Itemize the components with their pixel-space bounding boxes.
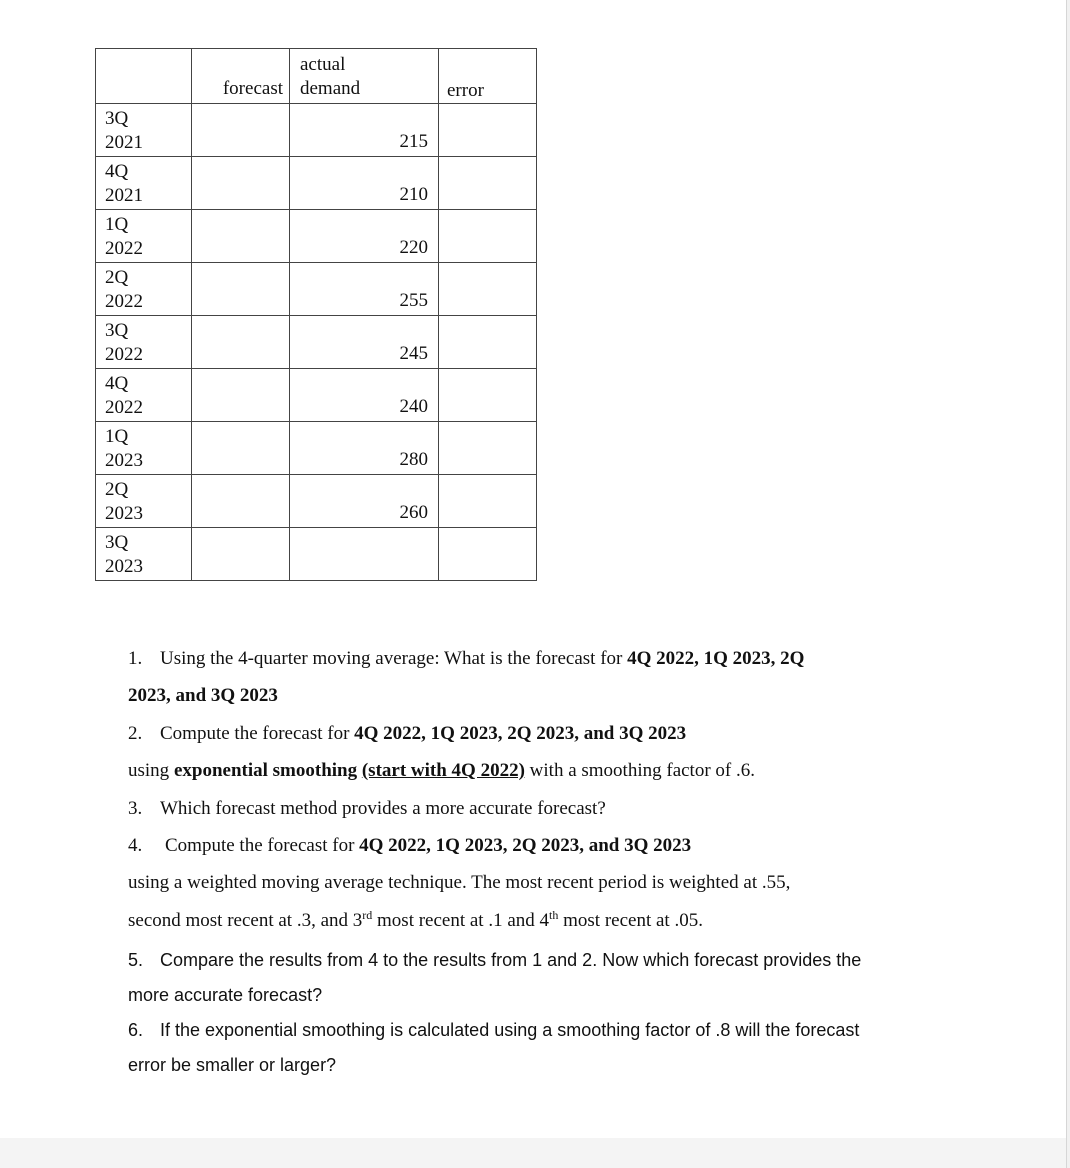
period-quarter: 2Q (105, 479, 129, 500)
actual-demand-cell (290, 528, 439, 581)
period-quarter: 1Q (105, 214, 129, 235)
period-cell (96, 316, 192, 369)
period-cell (96, 475, 192, 528)
table-row (96, 422, 537, 475)
actual-demand-cell: 260 (290, 475, 439, 528)
period-cell (96, 263, 192, 316)
forecast-cell (192, 475, 290, 528)
forecast-cell (192, 263, 290, 316)
question-4-line-3: second most recent at .3, and 3rd most recent at .1 and 4th most recent at .05. (128, 908, 703, 931)
table-row (96, 369, 537, 422)
forecast-cell (192, 422, 290, 475)
period-year: 2023 (105, 556, 143, 577)
header-actual-line2: demand (300, 78, 361, 99)
question-5-line-1: 5. Compare the results from 4 to the results from 1 and 2. Now which forecast provides the (128, 950, 862, 970)
error-cell (439, 528, 537, 581)
actual-demand-cell: 215 (290, 104, 439, 157)
question-6-line-2: error be smaller or larger? (128, 1055, 337, 1075)
question-4-line-2: using a weighted moving average technique. The most recent period is weighted at .55, (128, 872, 791, 893)
error-cell (439, 422, 537, 475)
forecast-cell (192, 157, 290, 210)
period-year: 2023 (105, 503, 143, 524)
period-year: 2023 (105, 450, 143, 471)
period-cell (96, 157, 192, 210)
question-1-line-1: 1. Using the 4-quarter moving average: What is the forecast for 4Q 2022, 1Q 2023, 2Q (128, 648, 805, 669)
period-quarter: 3Q (105, 108, 129, 129)
header-error: error (439, 49, 537, 104)
table-row (96, 475, 537, 528)
header-actual-demand (290, 49, 439, 104)
table-header-row (96, 49, 537, 104)
period-quarter: 2Q (105, 267, 129, 288)
error-cell (439, 316, 537, 369)
period-year: 2021 (105, 185, 143, 206)
period-cell (96, 104, 192, 157)
page-bottom-margin (0, 1138, 1066, 1168)
period-cell (96, 210, 192, 263)
period-quarter: 3Q (105, 532, 129, 553)
table-row (96, 528, 537, 581)
question-1-line-2: 2023, and 3Q 2023 (128, 685, 278, 706)
demand-table (95, 48, 537, 581)
page-edge (1066, 0, 1070, 1168)
table-row (96, 263, 537, 316)
period-quarter: 3Q (105, 320, 129, 341)
header-period (96, 49, 192, 104)
period-quarter: 4Q (105, 373, 129, 394)
header-actual-line1: actual (300, 54, 346, 75)
period-cell (96, 369, 192, 422)
actual-demand-cell: 245 (290, 316, 439, 369)
question-4-line-1: 4. Compute the forecast for 4Q 2022, 1Q 2023, 2Q 2023, and 3Q 2023 (128, 835, 692, 856)
error-cell (439, 475, 537, 528)
question-2-line-1: 2. Compute the forecast for 4Q 2022, 1Q 2023, 2Q 2023, and 3Q 2023 (128, 723, 687, 744)
question-3: 3. Which forecast method provides a more accurate forecast? (128, 798, 606, 819)
question-2-line-2: using exponential smoothing (start with 4Q 2022) with a smoothing factor of .6. (128, 760, 755, 781)
period-year: 2022 (105, 238, 143, 259)
forecast-cell (192, 210, 290, 263)
error-cell (439, 157, 537, 210)
error-cell (439, 263, 537, 316)
forecast-cell (192, 369, 290, 422)
table-row (96, 210, 537, 263)
table-row (96, 157, 537, 210)
actual-demand-cell: 255 (290, 263, 439, 316)
table-row (96, 104, 537, 157)
error-cell (439, 104, 537, 157)
forecast-cell (192, 104, 290, 157)
table-row (96, 316, 537, 369)
period-year: 2022 (105, 397, 143, 418)
period-year: 2021 (105, 132, 143, 153)
period-cell (96, 422, 192, 475)
period-quarter: 4Q (105, 161, 129, 182)
period-cell (96, 528, 192, 581)
forecast-cell (192, 316, 290, 369)
error-cell (439, 210, 537, 263)
actual-demand-cell: 280 (290, 422, 439, 475)
error-cell (439, 369, 537, 422)
actual-demand-cell: 220 (290, 210, 439, 263)
period-quarter: 1Q (105, 426, 129, 447)
actual-demand-cell: 210 (290, 157, 439, 210)
actual-demand-cell: 240 (290, 369, 439, 422)
header-forecast: forecast (192, 49, 290, 104)
forecast-cell (192, 528, 290, 581)
question-5-line-2: more accurate forecast? (128, 985, 323, 1005)
period-year: 2022 (105, 291, 143, 312)
period-year: 2022 (105, 344, 143, 365)
question-6-line-1: 6. If the exponential smoothing is calculated using a smoothing factor of .8 will the forecast (128, 1020, 860, 1040)
